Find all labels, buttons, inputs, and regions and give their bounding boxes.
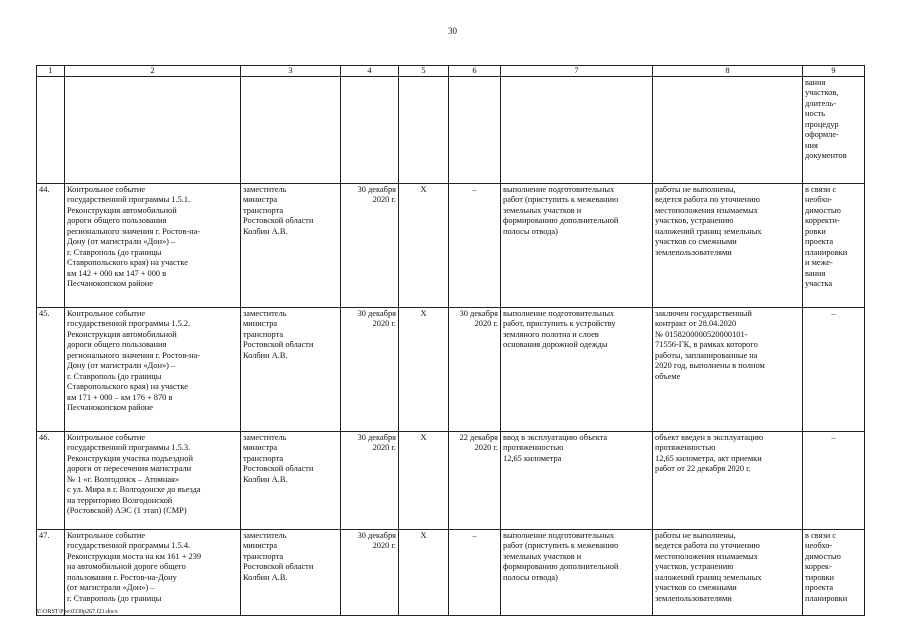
mark-cell: X (399, 432, 449, 530)
actual-result-cell (653, 308, 803, 432)
responsible-cell (241, 308, 341, 432)
column-header: 4 (341, 66, 399, 77)
plan-date-text: 30 декабря 2020 г. (357, 309, 396, 329)
event-text: Контрольное событие государственной программы 1.5.3. Реконструкция участка подъездной дороги от пересечения магистрали № 1 «г. Волгодонск – Атомная» с ул. Мира в г. Волгодонске до въезда на территорию Волгодонской (Ростовской) АЭС (1 этап) (СМР) (67, 433, 201, 516)
actual-result-cell (653, 432, 803, 530)
reason-text: в связи с необхо- димостью коррек- тировки проекта планировки (805, 531, 848, 603)
page-number: 30 (448, 26, 457, 36)
event-cell (65, 530, 241, 616)
reason-text: в связи с необхо- димостью корректи- ровки проекта планировки и меже- вания участка (805, 185, 848, 289)
reason-text: – (831, 309, 836, 318)
column-header: 7 (501, 66, 653, 77)
table-row (37, 432, 865, 530)
responsible-text: заместитель министра транспорта Ростовской области Колбин А.В. (243, 185, 314, 236)
event-cell (65, 184, 241, 308)
responsible-cell (241, 432, 341, 530)
planned-result-text: ввод в эксплуатацию объекта протяженностью 12,65 километра (503, 433, 608, 463)
fact-date-text: – (472, 185, 477, 194)
event-text: Контрольное событие государственной программы 1.5.2. Реконструкция автомобильной дороги общего пользования регионального значения г. Ростов-на- Дону (от магистрали «Дон») – г. Ставрополь (до границы Ставропольского края) на участке км 171 + 000 – км 176 + 870 в Песчанокопском районе (67, 309, 201, 413)
column-header: 5 (399, 66, 449, 77)
table-row (37, 530, 865, 616)
event-text: Контрольное событие государственной программы 1.5.4. Реконструкция моста на км 161 + 239 на автомобильной дороге общего пользования г. Ростов-на-Дону (от магистрали «Дон») – г. Ставрополь (до границы (67, 531, 202, 603)
empty-cell (399, 77, 449, 184)
event-cell (65, 308, 241, 432)
row-number: 46. (37, 432, 65, 530)
responsible-text: заместитель министра транспорта Ростовской области Колбин А.В. (243, 309, 314, 360)
column-header: 3 (241, 66, 341, 77)
fact-date-cell (449, 308, 501, 432)
column-header: 2 (65, 66, 241, 77)
row-number: 44. (37, 184, 65, 308)
actual-result-text: работы не выполнены, ведется работа по уточнению местоположения изымаемых участков, устранению наложений границ земельных участков со смежными землепользователями (655, 185, 762, 257)
plan-date-cell (341, 308, 399, 432)
empty-cell (37, 77, 65, 184)
planned-result-cell (501, 530, 653, 616)
responsible-cell (241, 530, 341, 616)
planned-result-text: выполнение подготовительных работ (приступить к межеванию земельных участков и формированию дополнительной полосы отвода) (503, 185, 619, 236)
plan-date-cell (341, 184, 399, 308)
continuation-row (37, 77, 865, 184)
empty-cell (653, 77, 803, 184)
mark-cell: X (399, 308, 449, 432)
empty-cell (501, 77, 653, 184)
reason-text: вания участков, длитель- ность процедур оформле- ния документов (805, 78, 847, 161)
empty-cell (241, 77, 341, 184)
fact-date-cell (449, 432, 501, 530)
event-cell (65, 432, 241, 530)
responsible-cell (241, 184, 341, 308)
row-number: 47. (37, 530, 65, 616)
empty-cell (65, 77, 241, 184)
table-row (37, 184, 865, 308)
fact-date-cell (449, 184, 501, 308)
column-header-row (37, 66, 865, 77)
actual-result-text: работы не выполнены, ведется работа по уточнению местоположения изымаемых участков, устранению наложений границ земельных участков со смежными землепользователями (655, 531, 762, 603)
column-header: 1 (37, 66, 65, 77)
plan-date-text: 30 декабря 2020 г. (357, 433, 396, 453)
event-text: Контрольное событие государственной программы 1.5.1. Реконструкция автомобильной дороги общего пользования регионального значения г. Ростов-на- Дону (от магистрали «Дон») – г. Ставрополь (до границы Ставропольского края) на участке км 142 + 000 км 147 + 000 в Песчанокопском районе (67, 185, 201, 289)
empty-cell (341, 77, 399, 184)
planned-result-text: выполнение подготовительных работ (приступить к межеванию земельных участков и формированию дополнительной полосы отвода) (503, 531, 619, 582)
reason-cell (803, 432, 865, 530)
plan-date-text: 30 декабря 2020 г. (357, 185, 396, 205)
responsible-text: заместитель министра транспорта Ростовской области Колбин А.В. (243, 531, 314, 582)
column-header: 9 (803, 66, 865, 77)
column-header: 8 (653, 66, 803, 77)
plan-date-text: 30 декабря 2020 г. (357, 531, 396, 551)
fact-date-text: 22 декабря 2020 г. (459, 433, 498, 453)
actual-result-cell (653, 184, 803, 308)
empty-cell (449, 77, 501, 184)
reason-cell (803, 184, 865, 308)
planned-result-text: выполнение подготовительных работ, приступить к устройству земляного полотна и слоев основания дорожной одежды (503, 309, 616, 350)
fact-date-text: – (472, 531, 477, 540)
actual-result-cell (653, 530, 803, 616)
report-table (36, 65, 865, 616)
file-path-footer: Y:\ORST\Ppo\0330p267.f21.docx (36, 609, 118, 615)
fact-date-text: 30 декабря 2020 г. (459, 309, 498, 329)
actual-result-text: заключен государственный контракт от 28.04.2020 № 0158200000520000101- 71556-ГК, в рамках которого работы, запланированные на 2020 год, выполнены в полном объеме (655, 309, 765, 381)
actual-result-text: объект введен в эксплуатацию протяженностью 12,65 километра, акт приемки работ от 22 декабря 2020 г. (655, 433, 764, 474)
column-header: 6 (449, 66, 501, 77)
planned-result-cell (501, 308, 653, 432)
reason-cell (803, 530, 865, 616)
reason-cell (803, 308, 865, 432)
row-number: 45. (37, 308, 65, 432)
mark-cell: X (399, 184, 449, 308)
table-row (37, 308, 865, 432)
responsible-text: заместитель министра транспорта Ростовской области Колбин А.В. (243, 433, 314, 484)
reason-cell (803, 77, 865, 184)
reason-text: – (831, 433, 836, 442)
planned-result-cell (501, 184, 653, 308)
planned-result-cell (501, 432, 653, 530)
plan-date-cell (341, 432, 399, 530)
fact-date-cell (449, 530, 501, 616)
plan-date-cell (341, 530, 399, 616)
mark-cell: X (399, 530, 449, 616)
